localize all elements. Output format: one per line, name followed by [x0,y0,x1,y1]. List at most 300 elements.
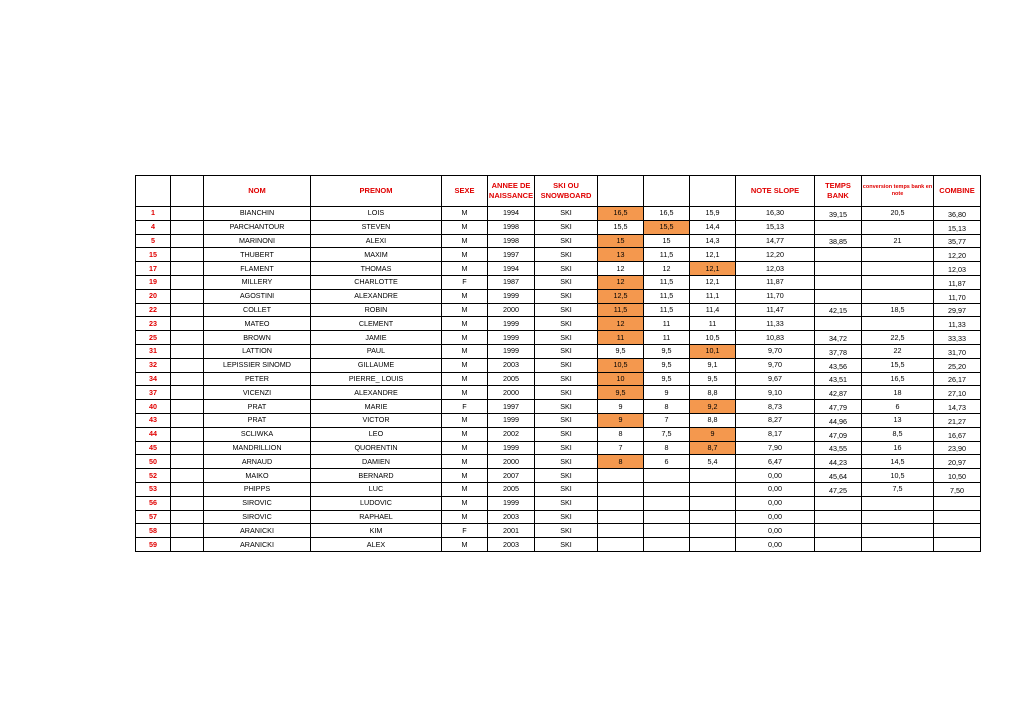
judge-1-cell[interactable]: 10 [598,372,644,386]
type-cell[interactable]: SKI [535,372,598,386]
nom-cell[interactable]: SIROVIC [204,496,311,510]
judge-1-cell[interactable]: 9 [598,400,644,414]
blank-cell[interactable] [171,248,204,262]
combine-cell[interactable] [934,538,981,552]
table-row[interactable] [136,207,981,221]
judge-3-cell[interactable]: 8,7 [690,441,736,455]
header-combine[interactable]: COMBINE [934,176,981,207]
rank-cell[interactable]: 1 [136,207,171,221]
blank-cell[interactable] [171,427,204,441]
blank-cell[interactable] [171,234,204,248]
judge-3-cell[interactable]: 9,2 [690,400,736,414]
combine-cell[interactable]: 11,70 [934,289,981,303]
combine-cell[interactable]: 23,90 [934,441,981,455]
table-row[interactable] [136,289,981,303]
table-row[interactable] [136,482,981,496]
combine-cell[interactable]: 12,03 [934,262,981,276]
rank-cell[interactable]: 23 [136,317,171,331]
combine-cell[interactable]: 12,20 [934,248,981,262]
conversion-cell[interactable]: 15,5 [862,358,934,372]
conversion-cell[interactable]: 6 [862,400,934,414]
judge-2-cell[interactable]: 15 [644,234,690,248]
nom-cell[interactable]: PARCHANTOUR [204,220,311,234]
temps-bank-cell[interactable]: 43,56 [815,358,862,372]
type-cell[interactable]: SKI [535,441,598,455]
temps-bank-cell[interactable] [815,496,862,510]
judge-3-cell[interactable]: 8,8 [690,413,736,427]
judge-1-cell[interactable] [598,482,644,496]
prenom-cell[interactable]: PIERRE_ LOUIS [311,372,442,386]
temps-bank-cell[interactable]: 37,78 [815,344,862,358]
type-cell[interactable]: SKI [535,207,598,221]
annee-cell[interactable]: 1999 [488,317,535,331]
nom-cell[interactable]: ARANICKI [204,538,311,552]
table-row[interactable] [136,372,981,386]
judge-1-cell[interactable]: 9 [598,413,644,427]
sexe-cell[interactable]: M [442,344,488,358]
conversion-cell[interactable] [862,510,934,524]
annee-cell[interactable]: 2003 [488,510,535,524]
blank-cell[interactable] [171,469,204,483]
combine-cell[interactable]: 11,87 [934,275,981,289]
rank-cell[interactable]: 44 [136,427,171,441]
judge-1-cell[interactable]: 9,5 [598,344,644,358]
judge-1-cell[interactable]: 8 [598,455,644,469]
blank-cell[interactable] [171,372,204,386]
nom-cell[interactable]: COLLET [204,303,311,317]
conversion-cell[interactable] [862,275,934,289]
rank-cell[interactable]: 58 [136,524,171,538]
type-cell[interactable]: SKI [535,358,598,372]
nom-cell[interactable]: ARANICKI [204,524,311,538]
blank-cell[interactable] [171,317,204,331]
type-cell[interactable]: SKI [535,427,598,441]
combine-cell[interactable]: 27,10 [934,386,981,400]
judge-2-cell[interactable] [644,469,690,483]
annee-cell[interactable]: 1999 [488,344,535,358]
type-cell[interactable]: SKI [535,413,598,427]
conversion-cell[interactable] [862,220,934,234]
table-row[interactable] [136,538,981,552]
combine-cell[interactable]: 29,97 [934,303,981,317]
prenom-cell[interactable]: MARIE [311,400,442,414]
type-cell[interactable]: SKI [535,455,598,469]
temps-bank-cell[interactable]: 44,96 [815,413,862,427]
nom-cell[interactable]: THUBERT [204,248,311,262]
rank-cell[interactable]: 34 [136,372,171,386]
judge-3-cell[interactable] [690,496,736,510]
annee-cell[interactable]: 1997 [488,248,535,262]
rank-cell[interactable]: 20 [136,289,171,303]
annee-cell[interactable]: 2002 [488,427,535,441]
rank-cell[interactable]: 56 [136,496,171,510]
conversion-cell[interactable]: 10,5 [862,469,934,483]
nom-cell[interactable]: MILLERY [204,275,311,289]
sexe-cell[interactable]: M [442,331,488,345]
temps-bank-cell[interactable]: 42,87 [815,386,862,400]
temps-bank-cell[interactable] [815,275,862,289]
judge-3-cell[interactable]: 9 [690,427,736,441]
judge-3-cell[interactable] [690,510,736,524]
type-cell[interactable]: SKI [535,317,598,331]
judge-2-cell[interactable] [644,482,690,496]
combine-cell[interactable]: 35,77 [934,234,981,248]
sexe-cell[interactable]: M [442,427,488,441]
conversion-cell[interactable]: 22,5 [862,331,934,345]
temps-bank-cell[interactable] [815,510,862,524]
type-cell[interactable]: SKI [535,234,598,248]
temps-bank-cell[interactable]: 47,25 [815,482,862,496]
blank-cell[interactable] [171,496,204,510]
temps-bank-cell[interactable] [815,262,862,276]
rank-cell[interactable]: 53 [136,482,171,496]
judge-1-cell[interactable]: 11,5 [598,303,644,317]
note-slope-cell[interactable]: 6,47 [736,455,815,469]
table-row[interactable] [136,455,981,469]
judge-2-cell[interactable]: 7,5 [644,427,690,441]
judge-1-cell[interactable]: 15 [598,234,644,248]
type-cell[interactable]: SKI [535,524,598,538]
judge-2-cell[interactable]: 11 [644,331,690,345]
note-slope-cell[interactable]: 8,17 [736,427,815,441]
rank-cell[interactable]: 19 [136,275,171,289]
header-annee[interactable]: ANNEE DE NAISSANCE [488,176,535,207]
judge-3-cell[interactable] [690,538,736,552]
judge-2-cell[interactable] [644,524,690,538]
annee-cell[interactable]: 2007 [488,469,535,483]
rank-cell[interactable]: 32 [136,358,171,372]
annee-cell[interactable]: 1999 [488,441,535,455]
conversion-cell[interactable] [862,496,934,510]
table-row[interactable] [136,386,981,400]
temps-bank-cell[interactable] [815,538,862,552]
annee-cell[interactable]: 1994 [488,262,535,276]
nom-cell[interactable]: LATTION [204,344,311,358]
sexe-cell[interactable]: M [442,455,488,469]
temps-bank-cell[interactable] [815,524,862,538]
note-slope-cell[interactable]: 9,70 [736,344,815,358]
judge-1-cell[interactable] [598,496,644,510]
judge-2-cell[interactable]: 6 [644,455,690,469]
conversion-cell[interactable]: 18,5 [862,303,934,317]
combine-cell[interactable]: 36,80 [934,207,981,221]
sexe-cell[interactable]: M [442,386,488,400]
blank-cell[interactable] [171,220,204,234]
rank-cell[interactable]: 43 [136,413,171,427]
note-slope-cell[interactable]: 0,00 [736,538,815,552]
blank-cell[interactable] [171,331,204,345]
rank-cell[interactable]: 22 [136,303,171,317]
header-temps-bank[interactable]: TEMPS BANK [815,176,862,207]
prenom-cell[interactable]: QUORENTIN [311,441,442,455]
combine-cell[interactable]: 20,97 [934,455,981,469]
prenom-cell[interactable]: RAPHAEL [311,510,442,524]
judge-2-cell[interactable] [644,510,690,524]
sexe-cell[interactable]: M [442,441,488,455]
table-row[interactable] [136,331,981,345]
conversion-cell[interactable] [862,262,934,276]
annee-cell[interactable]: 2000 [488,386,535,400]
rank-cell[interactable]: 40 [136,400,171,414]
annee-cell[interactable]: 1987 [488,275,535,289]
prenom-cell[interactable]: LOIS [311,207,442,221]
blank-cell[interactable] [171,275,204,289]
rank-cell[interactable]: 52 [136,469,171,483]
rank-cell[interactable]: 45 [136,441,171,455]
judge-1-cell[interactable]: 12 [598,275,644,289]
table-row[interactable] [136,262,981,276]
sexe-cell[interactable]: M [442,303,488,317]
judge-3-cell[interactable] [690,524,736,538]
sexe-cell[interactable]: F [442,275,488,289]
prenom-cell[interactable]: ALEX [311,538,442,552]
prenom-cell[interactable]: STEVEN [311,220,442,234]
combine-cell[interactable] [934,496,981,510]
judge-1-cell[interactable]: 11 [598,331,644,345]
sexe-cell[interactable]: M [442,372,488,386]
judge-2-cell[interactable] [644,496,690,510]
annee-cell[interactable]: 1999 [488,331,535,345]
combine-cell[interactable]: 21,27 [934,413,981,427]
prenom-cell[interactable]: LUC [311,482,442,496]
sexe-cell[interactable]: M [442,317,488,331]
type-cell[interactable]: SKI [535,496,598,510]
conversion-cell[interactable]: 22 [862,344,934,358]
table-row[interactable] [136,358,981,372]
judge-2-cell[interactable]: 9 [644,386,690,400]
judge-1-cell[interactable]: 16,5 [598,207,644,221]
header-ski-snowboard[interactable]: SKI OU SNOWBOARD [535,176,598,207]
combine-cell[interactable]: 26,17 [934,372,981,386]
blank-cell[interactable] [171,358,204,372]
conversion-cell[interactable] [862,248,934,262]
sexe-cell[interactable]: M [442,220,488,234]
annee-cell[interactable]: 2005 [488,372,535,386]
table-row[interactable] [136,220,981,234]
note-slope-cell[interactable]: 9,10 [736,386,815,400]
note-slope-cell[interactable]: 11,87 [736,275,815,289]
nom-cell[interactable]: BIANCHIN [204,207,311,221]
table-row[interactable] [136,317,981,331]
table-row[interactable] [136,496,981,510]
nom-cell[interactable]: SCLIWKA [204,427,311,441]
type-cell[interactable]: SKI [535,469,598,483]
annee-cell[interactable]: 1999 [488,413,535,427]
rank-cell[interactable]: 57 [136,510,171,524]
conversion-cell[interactable] [862,289,934,303]
judge-1-cell[interactable]: 12,5 [598,289,644,303]
annee-cell[interactable]: 2003 [488,358,535,372]
combine-cell[interactable] [934,524,981,538]
prenom-cell[interactable]: LUDOVIC [311,496,442,510]
type-cell[interactable]: SKI [535,538,598,552]
type-cell[interactable]: SKI [535,510,598,524]
conversion-cell[interactable]: 21 [862,234,934,248]
annee-cell[interactable]: 2003 [488,538,535,552]
prenom-cell[interactable]: JAMIE [311,331,442,345]
table-row[interactable] [136,427,981,441]
judge-1-cell[interactable]: 12 [598,317,644,331]
temps-bank-cell[interactable] [815,317,862,331]
conversion-cell[interactable]: 13 [862,413,934,427]
table-row[interactable] [136,510,981,524]
note-slope-cell[interactable]: 12,03 [736,262,815,276]
prenom-cell[interactable]: VICTOR [311,413,442,427]
blank-cell[interactable] [171,455,204,469]
judge-3-cell[interactable]: 11,1 [690,289,736,303]
judge-1-cell[interactable]: 9,5 [598,386,644,400]
prenom-cell[interactable]: GILLAUME [311,358,442,372]
table-row[interactable] [136,441,981,455]
sexe-cell[interactable]: M [442,413,488,427]
table-row[interactable] [136,275,981,289]
annee-cell[interactable]: 2001 [488,524,535,538]
sexe-cell[interactable]: M [442,234,488,248]
temps-bank-cell[interactable]: 38,85 [815,234,862,248]
prenom-cell[interactable]: CHARLOTTE [311,275,442,289]
note-slope-cell[interactable]: 9,70 [736,358,815,372]
temps-bank-cell[interactable]: 42,15 [815,303,862,317]
note-slope-cell[interactable]: 11,33 [736,317,815,331]
judge-1-cell[interactable] [598,538,644,552]
sexe-cell[interactable]: M [442,482,488,496]
table-row[interactable] [136,400,981,414]
table-row[interactable] [136,303,981,317]
judge-2-cell[interactable] [644,538,690,552]
blank-cell[interactable] [171,303,204,317]
type-cell[interactable]: SKI [535,220,598,234]
combine-cell[interactable]: 11,33 [934,317,981,331]
table-row[interactable] [136,234,981,248]
header-note-slope[interactable]: NOTE SLOPE [736,176,815,207]
rank-cell[interactable]: 4 [136,220,171,234]
annee-cell[interactable]: 1994 [488,207,535,221]
prenom-cell[interactable]: ROBIN [311,303,442,317]
note-slope-cell[interactable]: 9,67 [736,372,815,386]
temps-bank-cell[interactable] [815,248,862,262]
combine-cell[interactable]: 10,50 [934,469,981,483]
table-row[interactable] [136,344,981,358]
judge-3-cell[interactable]: 8,8 [690,386,736,400]
nom-cell[interactable]: MARINONI [204,234,311,248]
sexe-cell[interactable]: M [442,207,488,221]
type-cell[interactable]: SKI [535,303,598,317]
annee-cell[interactable]: 1998 [488,220,535,234]
prenom-cell[interactable]: LEO [311,427,442,441]
judge-2-cell[interactable]: 8 [644,441,690,455]
rank-cell[interactable]: 25 [136,331,171,345]
type-cell[interactable]: SKI [535,386,598,400]
judge-3-cell[interactable]: 9,1 [690,358,736,372]
temps-bank-cell[interactable]: 44,23 [815,455,862,469]
table-row[interactable] [136,469,981,483]
rank-cell[interactable]: 17 [136,262,171,276]
conversion-cell[interactable]: 16 [862,441,934,455]
judge-3-cell[interactable]: 12,1 [690,262,736,276]
judge-3-cell[interactable] [690,482,736,496]
rank-cell[interactable]: 31 [136,344,171,358]
nom-cell[interactable]: AGOSTINI [204,289,311,303]
judge-1-cell[interactable]: 10,5 [598,358,644,372]
note-slope-cell[interactable]: 11,47 [736,303,815,317]
judge-3-cell[interactable]: 5,4 [690,455,736,469]
conversion-cell[interactable] [862,538,934,552]
note-slope-cell[interactable]: 16,30 [736,207,815,221]
temps-bank-cell[interactable]: 45,64 [815,469,862,483]
note-slope-cell[interactable]: 0,00 [736,469,815,483]
rank-cell[interactable]: 5 [136,234,171,248]
judge-2-cell[interactable]: 9,5 [644,344,690,358]
sexe-cell[interactable]: M [442,496,488,510]
temps-bank-cell[interactable]: 43,51 [815,372,862,386]
sexe-cell[interactable]: F [442,400,488,414]
conversion-cell[interactable]: 16,5 [862,372,934,386]
blank-cell[interactable] [171,262,204,276]
table-row[interactable] [136,413,981,427]
combine-cell[interactable]: 7,50 [934,482,981,496]
judge-2-cell[interactable]: 11,5 [644,303,690,317]
judge-2-cell[interactable]: 9,5 [644,372,690,386]
note-slope-cell[interactable]: 12,20 [736,248,815,262]
conversion-cell[interactable]: 14,5 [862,455,934,469]
prenom-cell[interactable]: PAUL [311,344,442,358]
type-cell[interactable]: SKI [535,482,598,496]
blank-cell[interactable] [171,344,204,358]
temps-bank-cell[interactable]: 43,55 [815,441,862,455]
nom-cell[interactable]: FLAMENT [204,262,311,276]
annee-cell[interactable]: 2000 [488,303,535,317]
note-slope-cell[interactable]: 8,73 [736,400,815,414]
combine-cell[interactable]: 15,13 [934,220,981,234]
conversion-cell[interactable] [862,524,934,538]
note-slope-cell[interactable]: 0,00 [736,510,815,524]
nom-cell[interactable]: MAIKO [204,469,311,483]
conversion-cell[interactable] [862,317,934,331]
judge-2-cell[interactable]: 16,5 [644,207,690,221]
annee-cell[interactable]: 1999 [488,496,535,510]
blank-cell[interactable] [171,524,204,538]
judge-2-cell[interactable]: 9,5 [644,358,690,372]
temps-bank-cell[interactable] [815,289,862,303]
sexe-cell[interactable]: M [442,248,488,262]
blank-cell[interactable] [171,289,204,303]
judge-3-cell[interactable]: 11,4 [690,303,736,317]
sexe-cell[interactable]: M [442,469,488,483]
blank-cell[interactable] [171,510,204,524]
annee-cell[interactable]: 1999 [488,289,535,303]
nom-cell[interactable]: SIROVIC [204,510,311,524]
note-slope-cell[interactable]: 10,83 [736,331,815,345]
rank-cell[interactable]: 37 [136,386,171,400]
judge-3-cell[interactable]: 11 [690,317,736,331]
judge-2-cell[interactable]: 15,5 [644,220,690,234]
judge-2-cell[interactable]: 11 [644,317,690,331]
sexe-cell[interactable]: M [442,289,488,303]
judge-1-cell[interactable]: 13 [598,248,644,262]
blank-cell[interactable] [171,400,204,414]
note-slope-cell[interactable]: 11,70 [736,289,815,303]
blank-cell[interactable] [171,207,204,221]
judge-1-cell[interactable]: 12 [598,262,644,276]
sexe-cell[interactable]: F [442,524,488,538]
nom-cell[interactable]: MANDRILLION [204,441,311,455]
annee-cell[interactable]: 1997 [488,400,535,414]
note-slope-cell[interactable]: 7,90 [736,441,815,455]
sexe-cell[interactable]: M [442,538,488,552]
judge-2-cell[interactable]: 11,5 [644,248,690,262]
judge-2-cell[interactable]: 12 [644,262,690,276]
judge-2-cell[interactable]: 8 [644,400,690,414]
